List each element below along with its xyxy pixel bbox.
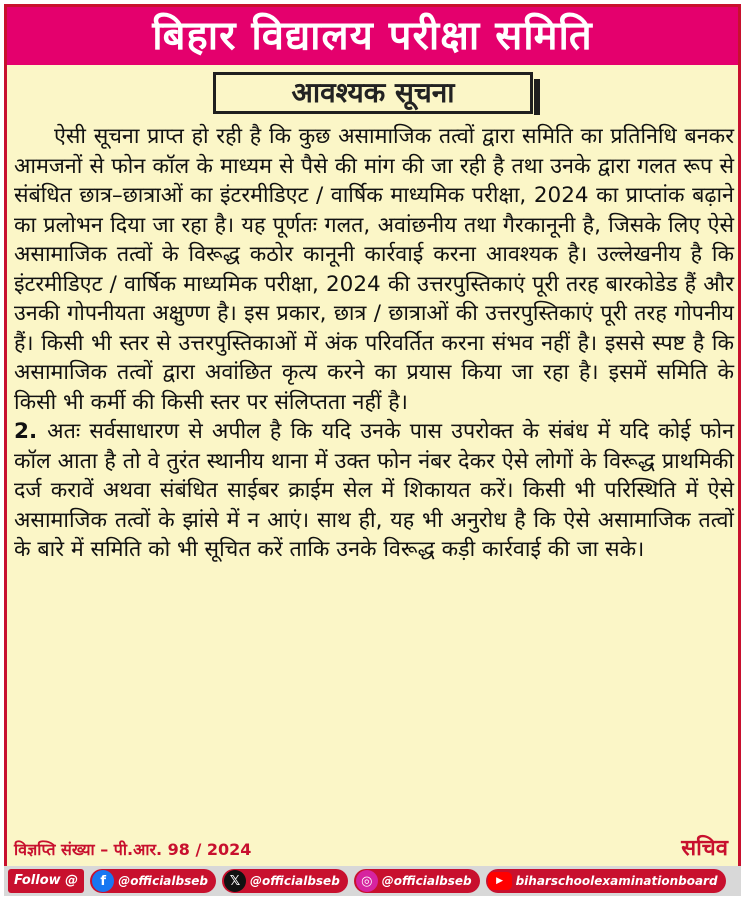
x-handle: @officialbseb: [249, 874, 340, 888]
notice-label: आवश्यक सूचना: [213, 72, 533, 114]
page-title: बिहार विद्यालय परीक्षा समिति: [7, 7, 738, 65]
follow-label: Follow @: [8, 869, 84, 893]
notice-body: [14, 122, 734, 565]
x-icon: 𝕏: [224, 870, 246, 892]
footer-row: [14, 832, 734, 862]
youtube-icon: ▶: [488, 872, 512, 890]
paragraph-2-text: अतः सर्वसाधारण से अपील है कि यदि उनके पास उपरोक्त के संबंध में यदि कोई फोन कॉल आता है तो वे तुरंत स्थानीय थाना में उक्त फोन नंबर देकर ऐसे लोगों के विरूद्ध प्राथमिकी दर्ज करावें अथवा संबंधित साईबर क्राईम सेल में शिकायत करें। किसी भी परिस्थिति में ऐसे असामाजिक तत्वों के झांसे में न आएं। साथ ही, यह भी अनुरोध है कि ऐसे असामाजिक तत्वों के बारे में समिति को भी सूचित करें ताकि उनके विरूद्ध कड़ी कार्रवाई की जा सके।: [14, 419, 734, 562]
signature: सचिव: [681, 836, 728, 861]
press-release-reference: विज्ञप्ति संख्या – पी.आर. 98 / 2024: [14, 840, 252, 859]
paragraph-1: ऐसी सूचना प्राप्त हो रही है कि कुछ असामाजिक तत्वों द्वारा समिति का प्रतिनिधि बनकर आमजनों से फोन कॉल के माध्यम से पैसे की मांग की जा रही है तथा उनके द्वारा गलत रूप से संबंधित छात्र–छात्राओं का इंटरमीडिएट / वार्षिक माध्यमिक परीक्षा, 2024 का प्राप्तांक बढ़ाने का प्रलोभन दिया जा रहा है। यह पूर्णतः गलत, अवांछनीय तथा गैरकानूनी है, जिसके लिए ऐसे असामाजिक तत्वों के विरूद्ध कठोर कानूनी कार्रवाई करना आवश्यक है। उल्लेखनीय है कि इंटरमीडिएट / वार्षिक माध्यमिक परीक्षा, 2024 की उत्तरपुस्तिकाएं पूरी तरह बारकोडेड हैं और उनकी गोपनीयता अक्षुण्ण है। इस प्रकार, छात्र / छात्राओं की उत्तरपुस्तिकाएं पूरी तरह गोपनीय हैं। किसी भी स्तर से उत्तरपुस्तिकाओं में अंक परिवर्तित करना संभव नहीं है। इससे स्पष्ट है कि असामाजिक तत्वों द्वारा अवांछित कृत्य करने का प्रयास किया जा रहा है। इसमें समिति के किसी भी कर्मी की किसी स्तर पर संलिप्तता नहीं है।: [14, 124, 734, 415]
x-link[interactable]: [222, 869, 348, 893]
youtube-handle: biharschoolexaminationboard: [515, 874, 718, 888]
instagram-handle: @officialbseb: [381, 874, 472, 888]
paragraph-2: [14, 417, 734, 565]
facebook-link[interactable]: [90, 869, 216, 893]
facebook-icon: f: [92, 870, 114, 892]
instagram-link[interactable]: [354, 869, 480, 893]
instagram-icon: ◎: [356, 870, 378, 892]
facebook-handle: @officialbseb: [118, 874, 208, 888]
social-bar: [4, 866, 741, 896]
youtube-link[interactable]: [486, 869, 726, 893]
paragraph-2-number: 2.: [14, 419, 38, 444]
